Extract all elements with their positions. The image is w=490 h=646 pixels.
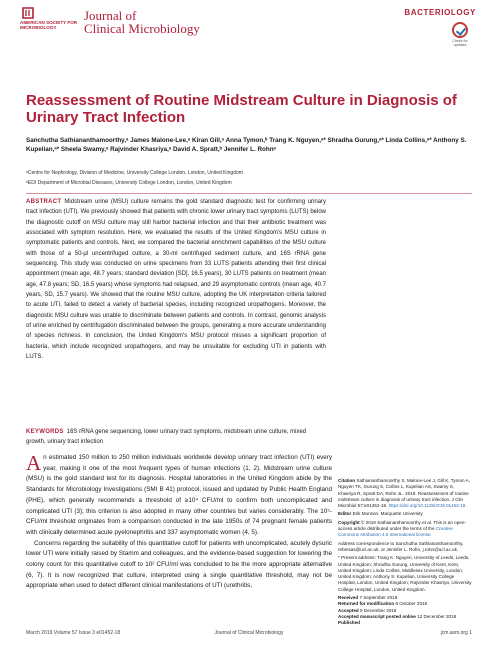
article-title: Reassessment of Routine Midstream Culture in Diagnosis of Urinary Tract Infection [26,92,457,126]
footer-journal-name: Journal of Clinical Microbiology [214,630,284,636]
abstract-label: ABSTRACT [26,199,62,205]
article-body [26,453,332,592]
footer-page-number[interactable]: jcm.asm.org 1 [440,630,472,636]
author-list: Sanchutha Sathiananthamoorthy,ᵃ James Malone-Lee,ᵃ Kiran Gill,ᵃ Anna Tymon,ᵇ Trang K. Nguyen,ᵃ* Shradha Gurung,ᵃ* Linda Collins,ᵃ* Anthony S. Kupelian,ᵃ* Sheela Swamy,ᵃ Rajvinder Khasriya,ᵃ David A. Spratt,ᵇ Jennifer L. Rohnᵃ [26,137,467,153]
footer-issue-info: March 2019 Volume 57 Issue 3 e01452-18 [26,630,121,636]
abstract-text: Midstream urine (MSU) culture remains the gold standard diagnostic test for confirming urinary tract infection (UTI). We previously showed that patients with chronic lower urinary tract symptoms (LUTS) below the diagnostic cutoff on MSU culture may still harbor bacterial infection and that their antibiotic treatment was associated with symptom resolution. Here, we evaluated the results of the United Kingdom's MSU culture in symptomatic patients and controls. Next, we compared the bacterial enrichment capabilities of the MSU culture with those of a 50-µl uncentrifuged culture, a 30-ml centrifuged sediment culture, and 16S rRNA gene sequencing. This study was conducted on urine specimens from 33 LUTS patients attending their first clinical appointment (mean age, 48.7 years; standard deviation [SD], 16.5 years), 30 LUTS patients on treatment (mean age, 47.8 years; SD, 16.5 years) whose symptoms had relapsed, and 29 asymptomatic controls (mean age, 40.7 years, SD, 15.7 years). We showed that the routine MSU culture, adopting the UK interpretation criteria tailored to acute UTI, failed to detect a variety of bacterial species, including recognized uropathogens. Moreover, the diagnostic MSU culture was unable to discriminate between patients and controls. In contrast, genomic analysis of urine enriched by centrifugation discriminated between the groups, generating a more accurate understanding of species richness. In conclusion, the United Kingdom's MSU protocol misses a significant proportion of bacteria, which include recognized uropathogens, and may be unsuitable for excluding UTI in patients with LUTS. [26,199,326,361]
paragraph-1: An estimated 150 million to 250 million individuals worldwide develop urinary tract infection (UTI) every year, making it one of the most frequent types of human infections (1, 2). Midstream urine culture (MSU) is the gold standard test for its diagnosis. Hospital laboratories in the United Kingdom abide by the Standards for Microbiology Investigations (SMI B 41) protocol, issued and updated by Public Health England (PHE), which generally recommends a threshold of ≥10⁴ CFU/ml to confirm both uncomplicated and complicated UTI (3); this criterion is also adopted in many other countries but varies considerably. The 10⁵-CFU/ml threshold originates from a comparison conducted in the late 1950s of 74 pregnant female patients with clinically determined acute pyelonephritis and 337 asymptomatic women (4, 5). [26,451,332,536]
present-address-block: * Present address: Trang K. Nguyen, University of Leeds, Leeds, United Kingdom; Shradha Gurung, University of Kent, Kent, United Kingdom; Linda Collins, Middlesex University, London, United Kingdom; Anthony S. Kupelian, University College Hospital, London, United Kingdom; Rajvinder Khasriya, University College Hospital, London, United Kingdom. [338,555,472,592]
affiliation-b: ᵇEDI Department of Microbial Diseases, University College London, London, United Kingdom [26,180,232,186]
keywords [26,427,326,448]
correspondence-block: Address correspondence to Sanchutha Sathiananthamoorthy, rebmsas@ucl.ac.uk, or Jennifer L. Rohn, j.rohn@ucl.ac.uk. [338,540,464,552]
section-divider [26,193,472,194]
journal-logo[interactable] [20,6,200,40]
society-name: AMERICAN SOCIETY FOR MICROBIOLOGY [20,20,78,31]
keywords-label: KEYWORDS [26,429,64,435]
check-updates-icon [452,22,468,38]
affiliations [26,168,472,188]
citation-block: Citation Sathiananthamoorthy S, Malone-Lee J, Gill K, Tymon A, Nguyen TK, Gurung S, Collins L, Kupelian AS, Swamy S, Khasriya R, Spratt DA, Rohn JL. 2019. Reassessment of routine midstream culture in diagnosis of urinary tract infection. J Clin Microbiol 57:e01452-18. https://doi.org/10.1128/JCM.01452-18. [338,478,470,509]
doi-link[interactable]: https://doi.org/10.1128/JCM.01452-18. [388,503,467,509]
keywords-text: 16S rRNA gene sequencing, lower urinary tract symptoms, midstream urine culture, mixed growth, urinary tract infection [26,429,307,446]
copyright-block: Copyright © 2019 Sathiananthamoorthy et al. This is an open-access article distributed under the terms of the Creative Commons Attribution 4.0 International license. [338,519,466,538]
license-link[interactable]: Creative Commons Attribution 4.0 International license. [338,526,453,538]
page-footer [26,630,472,640]
paragraph-2: Concerns regarding the suitability of this quantitative cutoff for patients with uncomplicated, acutely dysuric lower UTI were initially raised by Stamm and colleagues, and the evidence-based suggestion for lowering the colony count for this quantitative cutoff to 10² CFU/ml was concluded to be the more appropriate alternative (6, 7). It is now recognized that culture, interpreted using a single quantitative threshold, may not be appropriate when used to detect different clinical manifestations of UTI (urethritis, [26,539,332,590]
journal-title: Journal of Clinical Microbiology [84,8,200,36]
editor-block: Editor Erik Munson, Marquette University [338,511,423,517]
journal-header [0,0,490,44]
check-for-updates-button[interactable]: Check for updates [446,22,474,52]
article-info-sidebar [338,478,472,627]
abstract [26,197,326,363]
section-label: BACTERIOLOGY [404,8,476,17]
drop-cap: A [26,451,42,475]
history-dates: Received 7 September 2018 Returned for modification 6 October 2018 Accepted 5 December 2018 Accepted manuscript posted online 12 December 2018 Published [338,595,457,626]
affiliation-a: ᵃCentre for Nephrology, Division of Medicine, University College London, London, United Kingdom [26,170,243,176]
